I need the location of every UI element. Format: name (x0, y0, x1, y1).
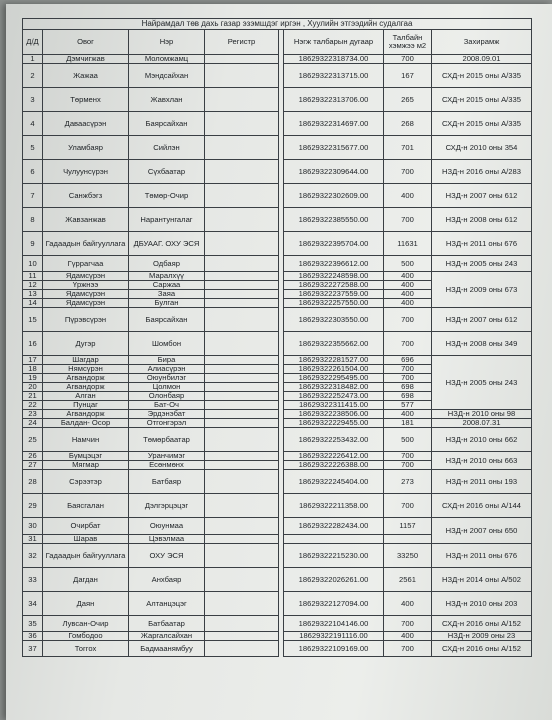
register-cell (205, 281, 279, 290)
name-cell: Жаргалсайхан (129, 632, 205, 641)
row-number: 23 (23, 410, 43, 419)
order-cell: СХД-н 2015 оны А/335 (432, 112, 532, 136)
table-row (23, 419, 532, 428)
order-cell: НЗД-н 2007 оны 650 (432, 518, 532, 544)
order-cell: 2008.09.01 (432, 55, 532, 64)
order-cell: НЗД-н 2005 оны 243 (432, 356, 532, 410)
name-cell: Сийлэн (129, 136, 205, 160)
header-ner: Нэр (129, 30, 205, 55)
surname-cell: Уламбаяр (43, 136, 129, 160)
parcel-number-cell: 18629322127094.00 (284, 592, 384, 616)
row-number: 32 (23, 544, 43, 568)
surname-cell: Нямсүрэн (43, 365, 129, 374)
register-cell (205, 160, 279, 184)
order-cell: НЗД-н 2008 оны 612 (432, 208, 532, 232)
parcel-number-cell: 18629322309644.00 (284, 160, 384, 184)
row-number: 27 (23, 461, 43, 470)
parcel-number-cell: 18629322281527.00 (284, 356, 384, 365)
order-cell: НЗД-н 2014 оны А/502 (432, 568, 532, 592)
area-cell: 400 (384, 592, 432, 616)
order-cell: СХД-н 2016 оны А/152 (432, 641, 532, 657)
row-number: 16 (23, 332, 43, 356)
area-cell: 700 (384, 332, 432, 356)
name-cell: Батбаяр (129, 470, 205, 494)
surname-cell: Санжбэгз (43, 184, 129, 208)
table-row (23, 632, 532, 641)
surname-cell: Жажаа (43, 64, 129, 88)
document-title: Найрамдал төв дахь газар эзэмшдэг иргэн , Хуулийн этгээдийн судалгаа (23, 19, 532, 30)
register-cell (205, 64, 279, 88)
table-row (23, 232, 532, 256)
name-cell: Бат-Оч (129, 401, 205, 410)
parcel-number-cell: 18629322253432.00 (284, 428, 384, 452)
register-cell (205, 592, 279, 616)
area-cell: 400 (384, 281, 432, 290)
name-cell: Сүхбаатар (129, 160, 205, 184)
surname-cell: Төрменх (43, 88, 129, 112)
name-cell: Оюунмаа (129, 518, 205, 535)
document-page (6, 4, 552, 720)
parcel-number-cell: 18629322355662.00 (284, 332, 384, 356)
order-cell: 2008.07.31 (432, 419, 532, 428)
area-cell: 33250 (384, 544, 432, 568)
area-cell: 698 (384, 383, 432, 392)
parcel-number-cell: 18629322396612.00 (284, 256, 384, 272)
row-number: 13 (23, 290, 43, 299)
table-row (23, 428, 532, 452)
area-cell: 2561 (384, 568, 432, 592)
header-area: Талбайн хэмжээ м2 (384, 30, 432, 55)
name-cell: Баярсайхан (129, 112, 205, 136)
surname-cell: Даян (43, 592, 129, 616)
register-cell (205, 641, 279, 657)
register-cell (205, 410, 279, 419)
name-cell: Булган (129, 299, 205, 308)
order-cell: НЗД-н 2010 оны 663 (432, 452, 532, 470)
row-number: 22 (23, 401, 43, 410)
area-cell: 167 (384, 64, 432, 88)
surname-cell: Мягмар (43, 461, 129, 470)
surname-cell: Алган (43, 392, 129, 401)
row-number: 2 (23, 64, 43, 88)
name-cell: Оюунбилэг (129, 374, 205, 383)
area-cell: 700 (384, 160, 432, 184)
surname-cell: Шарав (43, 535, 129, 544)
register-cell (205, 365, 279, 374)
parcel-number-cell: 18629322313715.00 (284, 64, 384, 88)
row-number: 19 (23, 374, 43, 383)
surname-cell: Гүррагчаа (43, 256, 129, 272)
area-cell: 698 (384, 392, 432, 401)
table-row (23, 88, 532, 112)
name-cell: Нарантунгалаг (129, 208, 205, 232)
register-cell (205, 136, 279, 160)
surname-cell: Пүрэвсүрэн (43, 308, 129, 332)
area-cell: 400 (384, 184, 432, 208)
row-number: 17 (23, 356, 43, 365)
order-cell: НЗД-н 2008 оны 349 (432, 332, 532, 356)
row-number: 24 (23, 419, 43, 428)
register-cell (205, 470, 279, 494)
row-number: 9 (23, 232, 43, 256)
table-row (23, 544, 532, 568)
register-cell (205, 419, 279, 428)
surname-cell: Агвандорж (43, 410, 129, 419)
name-cell: Бадмаанямбуу (129, 641, 205, 657)
table-row (23, 272, 532, 281)
parcel-number-cell (284, 535, 384, 544)
parcel-number-cell: 18629322311415.00 (284, 401, 384, 410)
row-number: 20 (23, 383, 43, 392)
area-cell: 700 (384, 494, 432, 518)
name-cell: Моломжамц (129, 55, 205, 64)
register-cell (205, 356, 279, 365)
name-cell: Одбаяр (129, 256, 205, 272)
area-cell: 700 (384, 461, 432, 470)
order-cell: НЗД-н 2007 оны 612 (432, 184, 532, 208)
parcel-number-cell: 18629322237559.00 (284, 290, 384, 299)
area-cell: 500 (384, 428, 432, 452)
surname-cell: Бүмцэцэг (43, 452, 129, 461)
table-row (23, 64, 532, 88)
order-cell: СХД-н 2010 оны 354 (432, 136, 532, 160)
register-cell (205, 616, 279, 632)
name-cell: Есөнмөнх (129, 461, 205, 470)
parcel-number-cell: 18629322272588.00 (284, 281, 384, 290)
row-number: 4 (23, 112, 43, 136)
area-cell: 400 (384, 299, 432, 308)
table-row (23, 568, 532, 592)
register-cell (205, 308, 279, 332)
name-cell: Олонбаяр (129, 392, 205, 401)
table-row (23, 518, 532, 535)
header-dd: Д/Д (23, 30, 43, 55)
register-cell (205, 208, 279, 232)
area-cell: 1157 (384, 518, 432, 535)
register-cell (205, 568, 279, 592)
parcel-number-cell: 18629322261504.00 (284, 365, 384, 374)
parcel-number-cell: 18629322295495.00 (284, 374, 384, 383)
register-cell (205, 632, 279, 641)
area-cell: 400 (384, 410, 432, 419)
area-cell: 701 (384, 136, 432, 160)
row-number: 11 (23, 272, 43, 281)
parcel-number-cell: 18629322026261.00 (284, 568, 384, 592)
register-cell (205, 461, 279, 470)
parcel-number-cell: 18629322395704.00 (284, 232, 384, 256)
surname-cell: Тоггох (43, 641, 129, 657)
table-row (23, 410, 532, 419)
parcel-number-cell: 18629322245404.00 (284, 470, 384, 494)
area-cell: 400 (384, 290, 432, 299)
area-cell: 11631 (384, 232, 432, 256)
register-cell (205, 184, 279, 208)
parcel-number-cell: 18629322215230.00 (284, 544, 384, 568)
surname-cell: Пунцаг (43, 401, 129, 410)
name-cell: Анхбаяр (129, 568, 205, 592)
surname-cell: Намчин (43, 428, 129, 452)
table-row (23, 55, 532, 64)
parcel-number-cell: 18629322226388.00 (284, 461, 384, 470)
table-row (23, 160, 532, 184)
row-number: 29 (23, 494, 43, 518)
row-number: 5 (23, 136, 43, 160)
register-cell (205, 112, 279, 136)
register-cell (205, 535, 279, 544)
row-number: 31 (23, 535, 43, 544)
name-cell: Төмөрбаатар (129, 428, 205, 452)
register-cell (205, 544, 279, 568)
area-cell: 265 (384, 88, 432, 112)
row-number: 8 (23, 208, 43, 232)
surname-cell: Гомбодоо (43, 632, 129, 641)
parcel-number-cell: 18629322318482.00 (284, 383, 384, 392)
parcel-number-cell: 18629322109169.00 (284, 641, 384, 657)
area-cell: 181 (384, 419, 432, 428)
header-register: Регистр (205, 30, 279, 55)
name-cell: Цэвэлмаа (129, 535, 205, 544)
name-cell: Алиасүрэн (129, 365, 205, 374)
surname-cell: Ядамсүрэн (43, 290, 129, 299)
row-number: 21 (23, 392, 43, 401)
register-cell (205, 272, 279, 281)
register-cell (205, 232, 279, 256)
row-number: 14 (23, 299, 43, 308)
register-cell (205, 88, 279, 112)
name-cell: Баярсайхан (129, 308, 205, 332)
parcel-number-cell: 18629322315677.00 (284, 136, 384, 160)
register-cell (205, 452, 279, 461)
surname-cell: Дагдан (43, 568, 129, 592)
register-cell (205, 383, 279, 392)
table-row (23, 112, 532, 136)
area-cell (384, 535, 432, 544)
row-number: 36 (23, 632, 43, 641)
surname-cell: Чулуунсүрэн (43, 160, 129, 184)
table-row (23, 616, 532, 632)
order-cell: НЗД-н 2010 оны 662 (432, 428, 532, 452)
area-cell: 700 (384, 208, 432, 232)
order-cell: НЗД-н 2011 оны 676 (432, 232, 532, 256)
register-cell (205, 518, 279, 535)
order-cell: СХД-н 2016 оны А/144 (432, 494, 532, 518)
table-row (23, 470, 532, 494)
area-cell: 700 (384, 55, 432, 64)
register-cell (205, 299, 279, 308)
area-cell: 696 (384, 356, 432, 365)
register-cell (205, 428, 279, 452)
order-cell: НЗД-н 2010 оны 98 (432, 410, 532, 419)
surname-cell: Гадаадын байгууллага (43, 544, 129, 568)
order-cell: СХД-н 2015 оны А/335 (432, 64, 532, 88)
surname-cell: Ядамсүрэн (43, 272, 129, 281)
name-cell: Дэлгэрцэцэг (129, 494, 205, 518)
order-cell: НЗД-н 2005 оны 243 (432, 256, 532, 272)
parcel-number-cell: 18629322282434.00 (284, 518, 384, 535)
land-holders-table (22, 18, 532, 657)
table-row (23, 332, 532, 356)
area-cell: 500 (384, 256, 432, 272)
parcel-number-cell: 18629322104146.00 (284, 616, 384, 632)
table-row (23, 592, 532, 616)
table-row (23, 256, 532, 272)
table-row (23, 136, 532, 160)
register-cell (205, 392, 279, 401)
register-cell (205, 290, 279, 299)
name-cell: Отгонгэрэл (129, 419, 205, 428)
header-parcel: Нэгж талбарын дугаар (284, 30, 384, 55)
table-row (23, 208, 532, 232)
row-number: 25 (23, 428, 43, 452)
register-cell (205, 256, 279, 272)
row-number: 37 (23, 641, 43, 657)
parcel-number-cell: 18629322248598.00 (284, 272, 384, 281)
name-cell: Маралхүү (129, 272, 205, 281)
surname-cell: Гадаадын байгууллага (43, 232, 129, 256)
parcel-number-cell: 18629322211358.00 (284, 494, 384, 518)
table-row (23, 494, 532, 518)
row-number: 10 (23, 256, 43, 272)
parcel-number-cell: 18629322385550.00 (284, 208, 384, 232)
surname-cell: Очирбат (43, 518, 129, 535)
area-cell: 700 (384, 616, 432, 632)
table-row (23, 184, 532, 208)
order-cell: НЗД-н 2007 оны 612 (432, 308, 532, 332)
area-cell: 700 (384, 374, 432, 383)
order-cell: СХД-н 2016 оны А/152 (432, 616, 532, 632)
row-number: 28 (23, 470, 43, 494)
register-cell (205, 401, 279, 410)
area-cell: 268 (384, 112, 432, 136)
register-cell (205, 55, 279, 64)
name-cell: Шомбон (129, 332, 205, 356)
order-cell: НЗД-н 2011 оны 193 (432, 470, 532, 494)
row-number: 30 (23, 518, 43, 535)
order-cell: НЗД-н 2011 оны 676 (432, 544, 532, 568)
area-cell: 700 (384, 452, 432, 461)
surname-cell: Баясгалан (43, 494, 129, 518)
name-cell: Уранчимэг (129, 452, 205, 461)
register-cell (205, 374, 279, 383)
row-number: 35 (23, 616, 43, 632)
surname-cell: Балдан- Осор (43, 419, 129, 428)
header-order: Захирамж (432, 30, 532, 55)
name-cell: ДБУААГ. ОХУ ЭСЯ (129, 232, 205, 256)
order-cell: НЗД-н 2009 оны 673 (432, 272, 532, 308)
parcel-number-cell: 18629322318734.00 (284, 55, 384, 64)
surname-cell: Даваасүрэн (43, 112, 129, 136)
table-row (23, 356, 532, 365)
surname-cell: Дугэр (43, 332, 129, 356)
parcel-number-cell: 18629322252473.00 (284, 392, 384, 401)
surname-cell: Ядамсүрэн (43, 299, 129, 308)
name-cell: Саржаа (129, 281, 205, 290)
name-cell: Бира (129, 356, 205, 365)
surname-cell: Дэмчигжав (43, 55, 129, 64)
surname-cell: Сэрээтэр (43, 470, 129, 494)
table-row (23, 641, 532, 657)
table-row (23, 308, 532, 332)
row-number: 33 (23, 568, 43, 592)
area-cell: 400 (384, 632, 432, 641)
parcel-number-cell: 18629322303550.00 (284, 308, 384, 332)
name-cell: Төмөр-Очир (129, 184, 205, 208)
area-cell: 577 (384, 401, 432, 410)
name-cell: Мэндсайхан (129, 64, 205, 88)
header-row (23, 30, 532, 55)
row-number: 26 (23, 452, 43, 461)
register-cell (205, 332, 279, 356)
order-cell: НЗД-н 2016 оны А/283 (432, 160, 532, 184)
surname-cell: Лувсан-Очир (43, 616, 129, 632)
row-number: 1 (23, 55, 43, 64)
row-number: 3 (23, 88, 43, 112)
row-number: 12 (23, 281, 43, 290)
parcel-number-cell: 18629322238506.00 (284, 410, 384, 419)
name-cell: Эрдэнэбат (129, 410, 205, 419)
surname-cell: Агвандорж (43, 374, 129, 383)
parcel-number-cell: 18629322257550.00 (284, 299, 384, 308)
table-row (23, 452, 532, 461)
register-cell (205, 494, 279, 518)
order-cell: НЗД-н 2010 оны 203 (432, 592, 532, 616)
name-cell: Батбаатар (129, 616, 205, 632)
surname-cell: Шагдар (43, 356, 129, 365)
name-cell: Алтанцэцэг (129, 592, 205, 616)
parcel-number-cell: 18629322313706.00 (284, 88, 384, 112)
surname-cell: Агвандорж (43, 383, 129, 392)
row-number: 15 (23, 308, 43, 332)
order-cell: СХД-н 2015 оны А/335 (432, 88, 532, 112)
parcel-number-cell: 18629322229455.00 (284, 419, 384, 428)
area-cell: 273 (384, 470, 432, 494)
parcel-number-cell: 18629322314697.00 (284, 112, 384, 136)
order-cell: НЗД-н 2009 оны 23 (432, 632, 532, 641)
row-number: 18 (23, 365, 43, 374)
name-cell: ОХУ ЭСЯ (129, 544, 205, 568)
area-cell: 700 (384, 308, 432, 332)
parcel-number-cell: 18629322191116.00 (284, 632, 384, 641)
surname-cell: Жавзанжав (43, 208, 129, 232)
parcel-number-cell: 18629322226412.00 (284, 452, 384, 461)
header-ovog: Овог (43, 30, 129, 55)
row-number: 6 (23, 160, 43, 184)
name-cell: Жавхлан (129, 88, 205, 112)
name-cell: Заяа (129, 290, 205, 299)
area-cell: 700 (384, 641, 432, 657)
parcel-number-cell: 18629322302609.00 (284, 184, 384, 208)
name-cell: Цолмон (129, 383, 205, 392)
surname-cell: Үржнээ (43, 281, 129, 290)
row-number: 7 (23, 184, 43, 208)
area-cell: 700 (384, 365, 432, 374)
area-cell: 400 (384, 272, 432, 281)
row-number: 34 (23, 592, 43, 616)
